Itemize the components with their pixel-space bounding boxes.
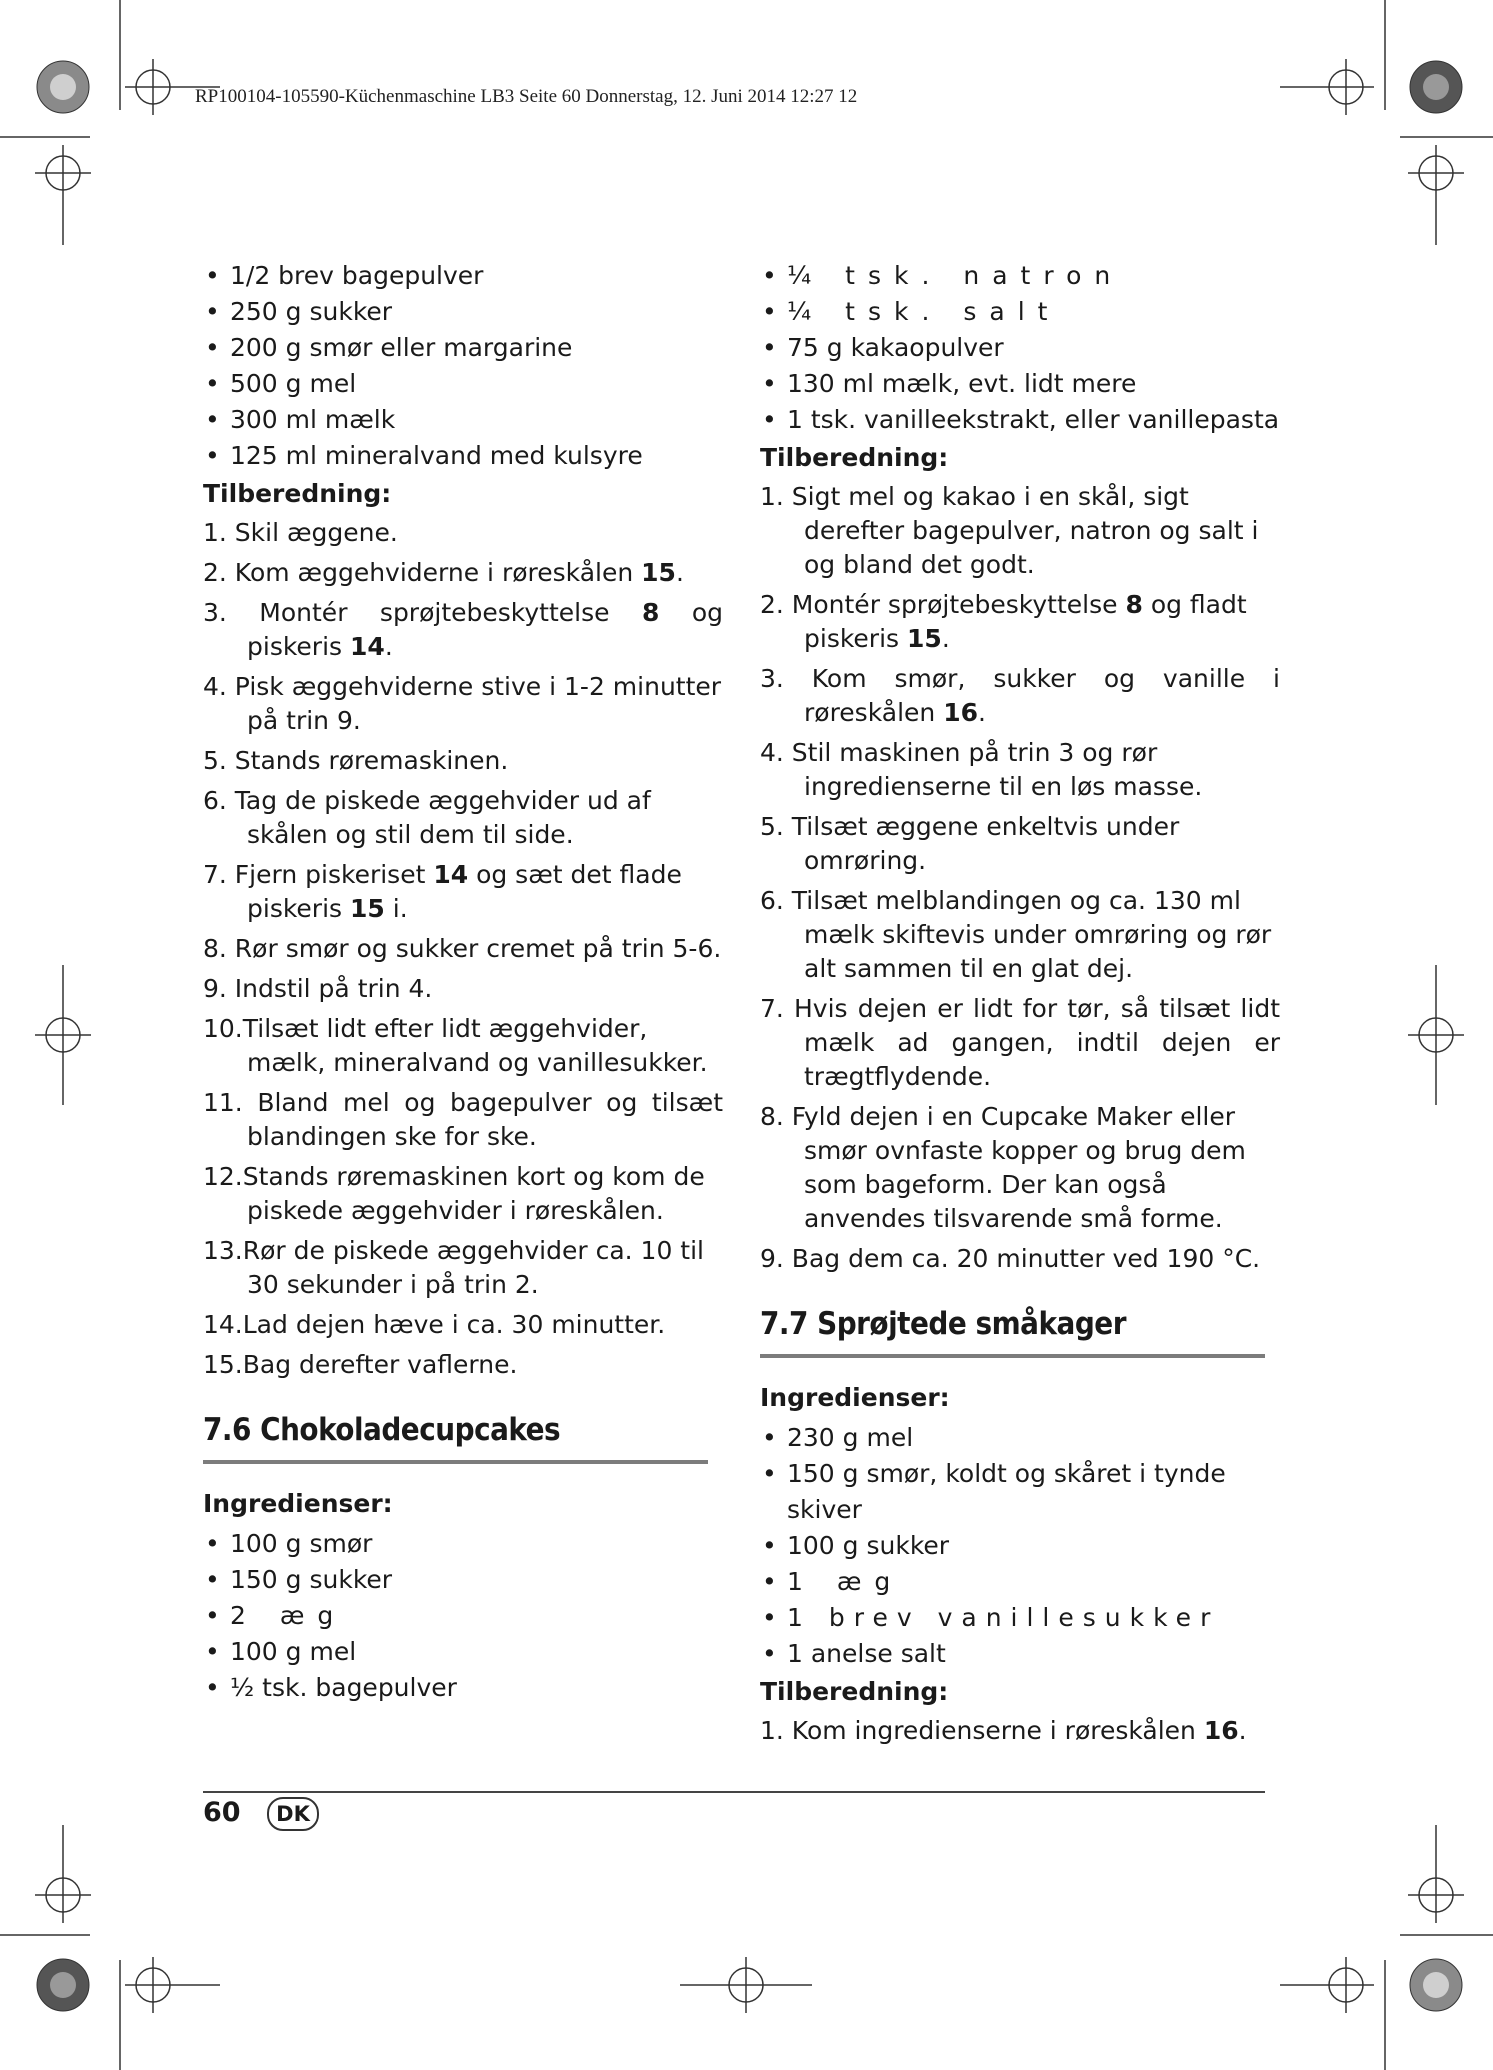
step-item: 1. Skil æggene. — [203, 518, 398, 547]
crosshair-icon — [125, 1957, 220, 2013]
rosette-icon — [1410, 61, 1462, 113]
step-item: 9. Bag dem ca. 20 minutter ved 190 °C. — [760, 1244, 1261, 1273]
step-item: 5. Stands røremaskinen. — [203, 746, 509, 775]
preparation-heading: Tilberedning: — [760, 443, 949, 472]
step-list — [760, 480, 1280, 1276]
crosshair-icon — [35, 965, 91, 1105]
page-number: 60 — [203, 1797, 241, 1828]
step-item: 9. Indstil på trin 4. — [203, 974, 433, 1003]
list-item: • 1 tsk. vanilleekstrakt, eller vanillepasta — [760, 402, 1280, 438]
ingredient-list — [760, 258, 1280, 438]
crosshair-icon — [1280, 59, 1374, 115]
list-item: • 100 g sukker — [760, 1528, 1280, 1564]
step-item: 6. Tilsæt melblandingen og ca. 130 ml mælk skiftevis under omrøring og rør alt sammen til en glat dej. — [760, 886, 1272, 983]
crosshair-icon — [35, 145, 91, 245]
ingredients-heading: Ingredienser: — [760, 1383, 950, 1412]
rosette-icon — [37, 1959, 89, 2011]
step-item: 7. Fjern piskeriset 14 og sæt det flade piskeris 15 i. — [203, 860, 682, 923]
list-item: • 75 g kakaopulver — [760, 330, 1280, 366]
preparation-heading: Tilberedning: — [760, 1677, 949, 1706]
step-item: 13.Rør de piskede æggehvider ca. 10 til 30 sekunder i på trin 2. — [203, 1236, 704, 1299]
list-item: • 500 g mel — [203, 366, 723, 402]
list-item: • 250 g sukker — [203, 294, 723, 330]
list-item: • ¼ tsk. natron — [760, 258, 1280, 294]
right-column — [760, 258, 1280, 1754]
list-item: • 1/2 brev bagepulver — [203, 258, 723, 294]
step-item: 8. Rør smør og sukker cremet på trin 5-6. — [203, 934, 722, 963]
step-item: 10.Tilsæt lidt efter lidt æggehvider, mælk, mineralvand og vanillesukker. — [203, 1014, 708, 1077]
list-item: • 100 g smør — [203, 1526, 723, 1562]
list-item: • 150 g smør, koldt og skåret i tynde skiver — [760, 1456, 1280, 1528]
crosshair-icon — [1280, 1957, 1374, 2013]
step-item: 3. Kom smør, sukker og vanille i røreskålen 16. — [760, 664, 1280, 727]
crosshair-icon — [680, 1957, 812, 2013]
crosshair-icon — [1408, 1825, 1464, 1923]
print-slug-header: RP100104-105590-Küchenmaschine LB3 Seite 60 Donnerstag, 12. Juni 2014 12:27 12 — [195, 86, 858, 107]
step-item: 7. Hvis dejen er lidt for tør, så tilsæt lidt mælk ad gangen, indtil dejen er trægtflydende. — [760, 994, 1280, 1091]
step-item: 3. Montér sprøjtebeskyttelse 8 og piskeris 14. — [203, 598, 723, 661]
ingredient-list — [760, 1420, 1280, 1672]
step-list — [760, 1714, 1280, 1748]
step-item: 1. Kom ingredienserne i røreskålen 16. — [760, 1716, 1247, 1745]
section-divider — [203, 1460, 708, 1464]
step-item: 14.Lad dejen hæve i ca. 30 minutter. — [203, 1310, 666, 1339]
list-item: • ¼ tsk. salt — [760, 294, 1280, 330]
crosshair-icon — [35, 1825, 91, 1923]
footer-divider — [203, 1791, 1265, 1793]
list-item: • 1 brev vanillesukker — [760, 1600, 1280, 1636]
step-item: 6. Tag de piskede æggehvider ud af skålen og stil dem til side. — [203, 786, 651, 849]
list-item: • 200 g smør eller margarine — [203, 330, 723, 366]
step-item: 15.Bag derefter vaflerne. — [203, 1350, 518, 1379]
list-item: • 100 g mel — [203, 1634, 723, 1670]
list-item: • 230 g mel — [760, 1420, 1280, 1456]
list-item: • ½ tsk. bagepulver — [203, 1670, 723, 1706]
list-item: • 1 anelse salt — [760, 1636, 1280, 1672]
language-badge: DK — [267, 1797, 319, 1831]
list-item: • 2 æg — [203, 1598, 723, 1634]
rosette-icon — [1410, 1959, 1462, 2011]
step-item: 11. Bland mel og bagepulver og tilsæt blandingen ske for ske. — [203, 1088, 723, 1151]
step-item: 5. Tilsæt æggene enkeltvis under omrøring. — [760, 812, 1180, 875]
left-column — [203, 258, 723, 1706]
crosshair-icon — [1408, 145, 1464, 245]
list-item: • 300 ml mælk — [203, 402, 723, 438]
step-item: 12.Stands røremaskinen kort og kom de piskede æggehvider i røreskålen. — [203, 1162, 705, 1225]
step-item: 2. Kom æggehviderne i røreskålen 15. — [203, 558, 684, 587]
rosette-icon — [37, 61, 89, 113]
section-divider — [760, 1354, 1265, 1358]
step-item: 4. Stil maskinen på trin 3 og rør ingredienserne til en løs masse. — [760, 738, 1203, 801]
list-item: • 150 g sukker — [203, 1562, 723, 1598]
ingredient-list — [203, 258, 723, 474]
step-list — [203, 516, 723, 1382]
step-item: 1. Sigt mel og kakao i en skål, sigt derefter bagepulver, natron og salt i og bland det godt. — [760, 482, 1259, 579]
list-item: • 130 ml mælk, evt. lidt mere — [760, 366, 1280, 402]
step-item: 4. Pisk æggehviderne stive i 1-2 minutter på trin 9. — [203, 672, 722, 735]
section-title: 7.6 Chokoladecupcakes — [203, 1412, 561, 1448]
preparation-heading: Tilberedning: — [203, 479, 392, 508]
ingredients-heading: Ingredienser: — [203, 1489, 393, 1518]
section-title: 7.7 Sprøjtede småkager — [760, 1306, 1126, 1342]
ingredient-list — [203, 1526, 723, 1706]
list-item: • 125 ml mineralvand med kulsyre — [203, 438, 723, 474]
step-item: 2. Montér sprøjtebeskyttelse 8 og fladt piskeris 15. — [760, 590, 1247, 653]
step-item: 8. Fyld dejen i en Cupcake Maker eller smør ovnfaste kopper og brug dem som bageform. Der kan også anvendes tilsvarende små forme. — [760, 1102, 1246, 1233]
crosshair-icon — [1408, 965, 1464, 1105]
list-item: • 1 æg — [760, 1564, 1280, 1600]
